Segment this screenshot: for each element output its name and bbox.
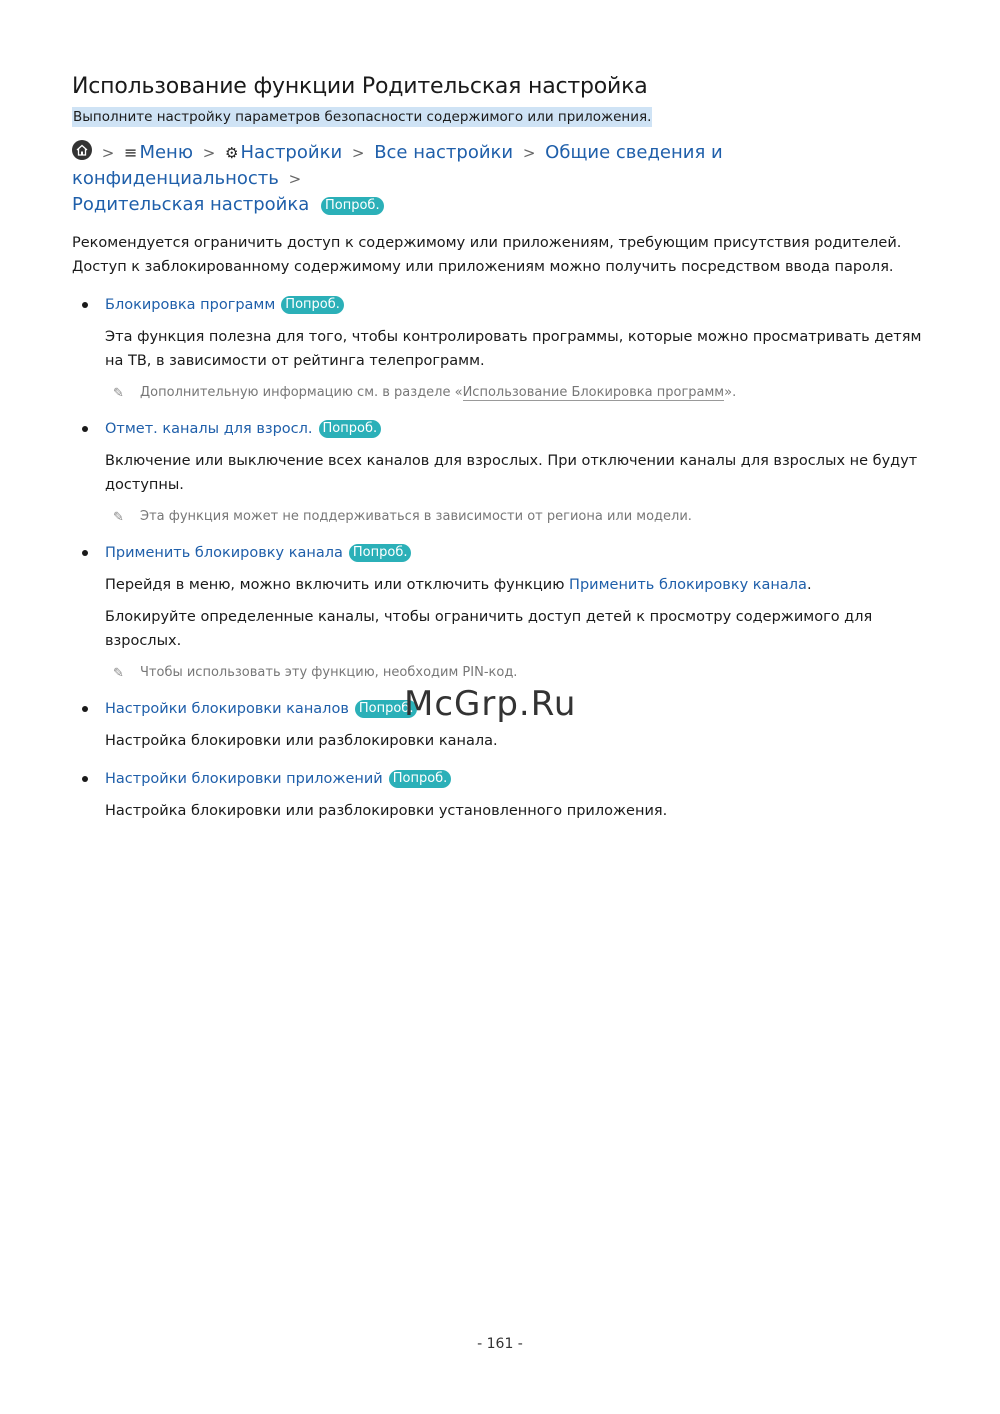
chevron-right-icon: > [288,170,302,188]
breadcrumb-menu[interactable]: Меню [139,142,193,163]
bullet [82,550,88,556]
list-item [72,541,932,683]
note-text: Чтобы использовать эту функцию, необходим PIN-код. [140,665,518,680]
item-description [105,573,932,597]
item-description: Эта функция полезна для того, чтобы контролировать программы, которые можно просматривать детям на ТВ, в зависимости от рейтинга телепрограмм. [105,329,922,369]
try-now-button[interactable]: Попроб. [389,770,452,788]
breadcrumb-all-settings[interactable]: Все настройки [374,142,514,163]
pencil-icon: ✎ [113,666,124,681]
breadcrumb-settings[interactable]: Настройки [240,142,343,163]
bullet [82,706,88,712]
note [105,507,932,527]
text-link[interactable]: Применить блокировку канала [569,577,807,593]
page-subtitle: Выполните настройку параметров безопасности содержимого или приложения. [73,109,652,125]
item-title-link[interactable]: Применить блокировку канала [105,545,343,561]
breadcrumb-parental[interactable]: Родительская настройка [72,194,310,215]
try-now-button[interactable]: Попроб. [281,296,344,314]
text-prefix: Перейдя в меню, можно включить или отключить функцию [105,577,570,593]
item-description: Настройка блокировки или разблокировки канала. [105,733,498,749]
bullet [82,426,88,432]
bullet [82,302,88,308]
item-title-link[interactable]: Настройки блокировки приложений [105,771,383,787]
pencil-icon: ✎ [113,386,124,401]
text-suffix: . [806,577,812,593]
page-title: Использование функции Родительская настройка [72,74,648,99]
intro-text: Рекомендуется ограничить доступ к содержимому или приложениям, требующим присутствия родителей. Доступ к заблокированному содержимому или приложениям можно получить посредством ввода пароля. [72,235,902,275]
note-suffix: ». [724,385,737,400]
page-number: - 161 - [477,1336,523,1352]
pencil-icon: ✎ [113,510,124,525]
item-description: Настройка блокировки или разблокировки установленного приложения. [105,803,668,819]
item-description: Включение или выключение всех каналов для взрослых. При отключении каналы для взрослых не будут доступны. [105,453,918,493]
note-text: Эта функция может не поддерживаться в зависимости от региона или модели. [140,509,692,524]
gear-icon: ⚙ [225,144,239,162]
breadcrumb [72,140,932,217]
try-now-button[interactable]: Попроб. [321,197,384,215]
note-link[interactable]: Использование Блокировка программ [462,385,725,400]
chevron-right-icon: > [202,144,216,162]
note [105,663,932,683]
list-item [72,417,932,527]
chevron-right-icon: > [101,144,115,162]
item-title-link[interactable]: Блокировка программ [105,297,276,313]
chevron-right-icon: > [351,144,365,162]
home-icon [72,140,92,160]
item-title-link[interactable]: Настройки блокировки каналов [105,701,349,717]
try-now-button[interactable]: Попроб. [355,700,418,718]
watermark: McGrp.Ru [404,684,577,724]
list-item [72,767,932,823]
note [105,383,932,403]
breadcrumb-general[interactable]: Общие сведения и конфиденциальность [72,142,723,189]
chevron-right-icon: > [522,144,536,162]
try-now-button[interactable]: Попроб. [349,544,412,562]
note-prefix: Дополнительную информацию см. в разделе « [140,385,463,400]
list-item [72,293,932,403]
try-now-button[interactable]: Попроб. [319,420,382,438]
bullet [82,776,88,782]
item-description-2: Блокируйте определенные каналы, чтобы ограничить доступ детей к просмотру содержимого для взрослых. [105,609,873,649]
menu-icon: ≡ [124,143,138,162]
item-title-link[interactable]: Отмет. каналы для взросл. [105,421,313,437]
